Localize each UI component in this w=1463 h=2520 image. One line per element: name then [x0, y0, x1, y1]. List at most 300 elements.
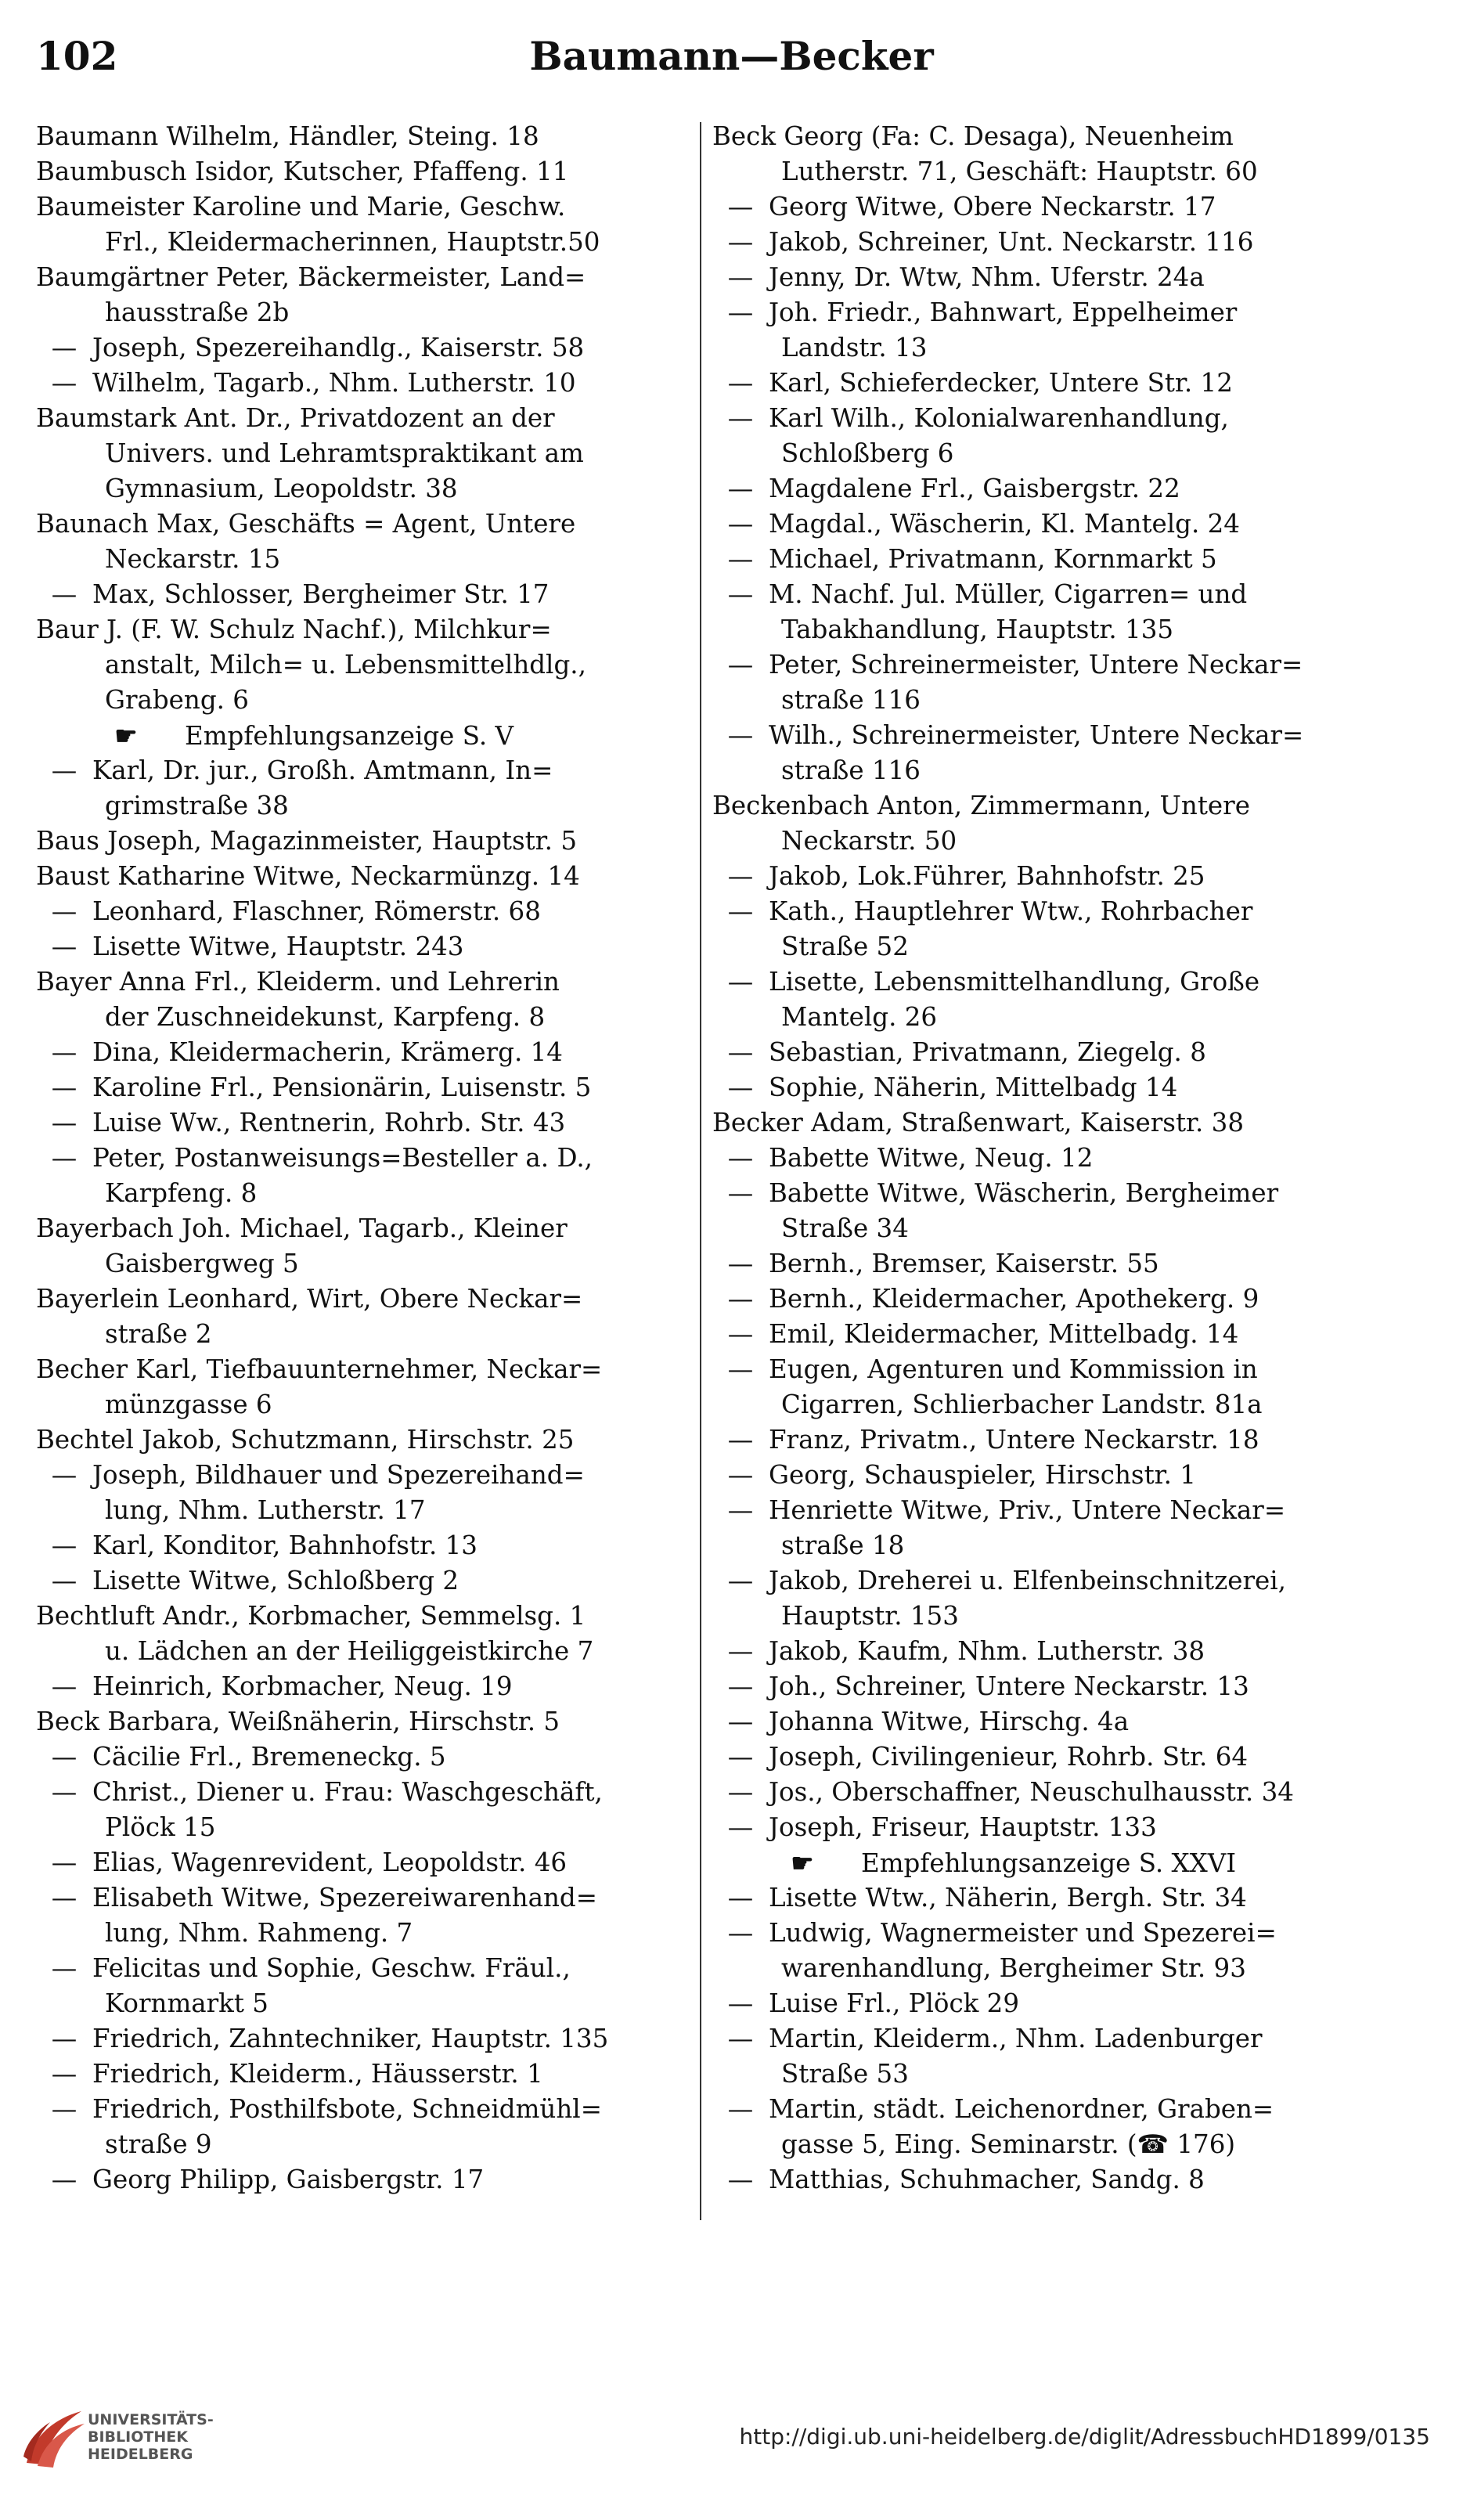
directory-entry-line — [712, 2021, 1366, 2057]
ditto-dash: — — [727, 509, 754, 539]
entry-text: Franz, Privatm., Untere Neckarstr. 18 — [769, 1425, 1259, 1455]
ditto-dash: — — [51, 1566, 77, 1595]
entry-text: Bayerbach Joh. Michael, Tagarb., Kleiner — [36, 1213, 568, 1243]
directory-entry-line — [712, 1176, 1366, 1211]
entry-text: Cäcilie Frl., Bremeneckg. 5 — [92, 1742, 446, 1772]
entry-text: Leonhard, Flaschner, Römerstr. 68 — [92, 896, 541, 926]
entry-text: Dina, Kleidermacherin, Krämerg. 14 — [92, 1037, 563, 1067]
right-column — [712, 119, 1366, 2197]
entry-text: Wilhelm, Tagarb., Nhm. Lutherstr. 10 — [92, 368, 576, 398]
ditto-dash: — — [727, 2165, 754, 2194]
entry-text: Lutherstr. 71, Geschäft: Hauptstr. 60 — [781, 157, 1258, 186]
entry-text: Jakob, Kaufm, Nhm. Lutherstr. 38 — [769, 1636, 1205, 1666]
directory-entry-line — [36, 859, 690, 894]
ditto-dash: — — [727, 1143, 754, 1173]
directory-entry-line — [36, 1704, 690, 1739]
directory-entry-line — [36, 1105, 690, 1141]
entry-text: Georg Witwe, Obere Neckarstr. 17 — [769, 192, 1216, 222]
directory-entry-line — [712, 1599, 1366, 1634]
entry-text: Karoline Frl., Pensionärin, Luisenstr. 5 — [92, 1073, 592, 1102]
entry-text: Cigarren, Schlierbacher Landstr. 81a — [781, 1390, 1263, 1419]
entry-text: Michael, Privatmann, Kornmarkt 5 — [769, 544, 1217, 574]
ditto-dash: — — [51, 2165, 77, 2194]
library-name — [88, 2411, 214, 2463]
directory-entry-line — [36, 225, 690, 260]
directory-entry-line — [712, 295, 1366, 330]
ditto-dash: — — [51, 2024, 77, 2053]
advertisement-reference — [36, 718, 690, 753]
directory-entry-line — [712, 1880, 1366, 1916]
entry-text: Magdalene Frl., Gaisbergstr. 22 — [769, 474, 1180, 503]
entry-text: Baumbusch Isidor, Kutscher, Pfaffeng. 11 — [36, 157, 569, 186]
entry-text: Mantelg. 26 — [781, 1002, 938, 1032]
ditto-dash: — — [727, 297, 754, 327]
ditto-dash: — — [51, 579, 77, 609]
directory-entry-line — [712, 929, 1366, 964]
directory-entry-line — [712, 1317, 1366, 1352]
entry-text: Straße 52 — [781, 932, 909, 961]
directory-entry-line — [712, 1422, 1366, 1458]
ditto-dash: — — [727, 1460, 754, 1490]
entry-text: Baumann Wilhelm, Händler, Steing. 18 — [36, 121, 539, 151]
entry-text: Kornmarkt 5 — [105, 1988, 268, 2018]
entry-text: straße 9 — [105, 2129, 212, 2159]
directory-entry-line — [712, 1035, 1366, 1070]
ditto-dash: — — [727, 1988, 754, 2018]
entry-text: Univers. und Lehramtspraktikant am — [105, 438, 584, 468]
directory-entry-line — [712, 612, 1366, 647]
entry-text: Jenny, Dr. Wtw, Nhm. Uferstr. 24a — [769, 262, 1205, 292]
entry-text: Martin, Kleiderm., Nhm. Ladenburger — [769, 2024, 1263, 2053]
ditto-dash: — — [51, 1460, 77, 1490]
entry-text: lung, Nhm. Lutherstr. 17 — [105, 1495, 426, 1525]
entry-text: straße 18 — [781, 1530, 905, 1560]
directory-entry-line — [36, 1211, 690, 1246]
directory-entry-line — [712, 1493, 1366, 1528]
entry-text: Karl, Schieferdecker, Untere Str. 12 — [769, 368, 1233, 398]
entry-text: Christ., Diener u. Frau: Waschgeschäft, — [92, 1777, 603, 1807]
directory-entry-line — [36, 1387, 690, 1422]
directory-entry-line — [712, 2092, 1366, 2127]
directory-entry-line — [36, 542, 690, 577]
directory-entry-line — [36, 507, 690, 542]
directory-entry-line — [712, 1387, 1366, 1422]
entry-text: Luise Frl., Plöck 29 — [769, 1988, 1020, 2018]
directory-entry-line — [36, 788, 690, 824]
entry-text: Joseph, Bildhauer und Spezereihand= — [92, 1460, 585, 1490]
directory-entry-line — [36, 1845, 690, 1880]
entry-text: Karpfeng. 8 — [105, 1178, 258, 1208]
entry-text: Karl, Dr. jur., Großh. Amtmann, In= — [92, 755, 553, 785]
directory-entry-line — [36, 1141, 690, 1176]
entry-text: Henriette Witwe, Priv., Untere Neckar= — [769, 1495, 1286, 1525]
entry-text: Becher Karl, Tiefbauunternehmer, Neckar= — [36, 1354, 603, 1384]
directory-entry-line — [712, 1458, 1366, 1493]
ditto-dash: — — [727, 1883, 754, 1913]
entry-text: Ludwig, Wagnermeister und Spezerei= — [769, 1918, 1277, 1948]
directory-entry-line — [36, 1493, 690, 1528]
ditto-dash: — — [51, 2059, 77, 2089]
directory-entry-line — [36, 824, 690, 859]
advertisement-reference — [712, 1845, 1366, 1880]
entry-text: Gaisbergweg 5 — [105, 1249, 299, 1278]
directory-entry-line — [36, 1246, 690, 1282]
directory-entry-line — [712, 1000, 1366, 1035]
entry-text: Joseph, Friseur, Hauptstr. 133 — [769, 1812, 1157, 1842]
ditto-dash: — — [727, 1566, 754, 1595]
ditto-dash: — — [727, 2094, 754, 2124]
directory-entry-line — [36, 1916, 690, 1951]
directory-entry-line — [712, 154, 1366, 189]
directory-entry-line — [712, 1282, 1366, 1317]
directory-entry-line — [36, 1000, 690, 1035]
entry-text: Baumstark Ant. Dr., Privatdozent an der — [36, 403, 555, 433]
entry-text: Bayerlein Leonhard, Wirt, Obere Neckar= — [36, 1284, 583, 1314]
entry-text: Emil, Kleidermacher, Mittelbadg. 14 — [769, 1319, 1239, 1349]
directory-entry-line — [712, 330, 1366, 366]
entry-text: straße 2 — [105, 1319, 212, 1349]
ditto-dash: — — [727, 1073, 754, 1102]
directory-entry-line — [36, 964, 690, 1000]
entry-text: Felicitas und Sophie, Geschw. Fräul., — [92, 1953, 571, 1983]
directory-entry-line — [712, 964, 1366, 1000]
directory-entry-line — [712, 718, 1366, 753]
directory-entry-line — [36, 1352, 690, 1387]
directory-entry-line — [712, 859, 1366, 894]
directory-entry-line — [712, 1070, 1366, 1105]
directory-entry-line — [36, 1986, 690, 2021]
entry-text: M. Nachf. Jul. Müller, Cigarren= und — [769, 579, 1248, 609]
entry-text: Elisabeth Witwe, Spezereiwarenhand= — [92, 1883, 597, 1913]
entry-text: Bechtel Jakob, Schutzmann, Hirschstr. 25 — [36, 1425, 575, 1455]
directory-entry-line — [36, 1035, 690, 1070]
entry-text: Joh. Friedr., Bahnwart, Eppelheimer — [769, 297, 1238, 327]
left-column — [36, 119, 690, 2197]
entry-text: Peter, Postanweisungs=Besteller a. D., — [92, 1143, 593, 1173]
entry-text: münzgasse 6 — [105, 1390, 272, 1419]
library-name-line: UNIVERSITÄTS- — [88, 2411, 214, 2428]
directory-entry-line — [712, 753, 1366, 788]
entry-text: Max, Schlosser, Bergheimer Str. 17 — [92, 579, 550, 609]
directory-entry-line — [712, 260, 1366, 295]
entry-text: Neckarstr. 15 — [105, 544, 281, 574]
entry-text: Wilh., Schreinermeister, Untere Neckar= — [769, 720, 1304, 750]
directory-entry-line — [36, 2092, 690, 2127]
directory-entry-line — [712, 1528, 1366, 1563]
ditto-dash: — — [51, 932, 77, 961]
directory-entry-line — [712, 1810, 1366, 1845]
ditto-dash: — — [727, 1319, 754, 1349]
directory-entry-line — [36, 1528, 690, 1563]
entry-text: Peter, Schreinermeister, Untere Neckar= — [769, 650, 1303, 680]
entry-text: gasse 5, Eing. Seminarstr. (☎ 176) — [781, 2129, 1236, 2159]
entry-text: Lisette Witwe, Hauptstr. 243 — [92, 932, 464, 961]
entry-text: Schloßberg 6 — [781, 438, 954, 468]
page-title: Baumann—Becker — [529, 33, 934, 79]
directory-entry-line — [36, 295, 690, 330]
ditto-dash: — — [727, 1495, 754, 1525]
ditto-dash: — — [51, 1671, 77, 1701]
directory-entry-line — [712, 1246, 1366, 1282]
directory-entry-line — [36, 683, 690, 718]
directory-entry-line — [36, 647, 690, 683]
directory-entry-line — [36, 119, 690, 154]
directory-entry-line — [36, 1599, 690, 1634]
entry-text: anstalt, Milch= u. Lebensmittelhdlg., — [105, 650, 586, 680]
ditto-dash: — — [727, 720, 754, 750]
directory-entry-line — [712, 507, 1366, 542]
directory-entry-line — [36, 1563, 690, 1599]
entry-text: Jos., Oberschaffner, Neuschulhausstr. 34 — [769, 1777, 1294, 1807]
entry-text: Lisette Witwe, Schloßberg 2 — [92, 1566, 459, 1595]
entry-text: Baus Joseph, Magazinmeister, Hauptstr. 5 — [36, 826, 577, 856]
ditto-dash: — — [727, 1812, 754, 1842]
ditto-dash: — — [727, 1777, 754, 1807]
entry-text: Straße 53 — [781, 2059, 909, 2089]
ditto-dash: — — [727, 1707, 754, 1736]
entry-text: Eugen, Agenturen und Kommission in — [769, 1354, 1258, 1384]
entry-text: Plöck 15 — [105, 1812, 216, 1842]
pointing-hand-icon: ☛ — [114, 720, 138, 751]
entry-text: Karl Wilh., Kolonialwarenhandlung, — [769, 403, 1229, 433]
entry-text: Karl, Konditor, Bahnhofstr. 13 — [92, 1530, 477, 1560]
entry-text: Baunach Max, Geschäfts = Agent, Untere — [36, 509, 576, 539]
entry-text: Georg, Schauspieler, Hirschstr. 1 — [769, 1460, 1196, 1490]
directory-entry-line — [712, 1352, 1366, 1387]
source-url[interactable]: http://digi.ub.uni-heidelberg.de/diglit/AdressbuchHD1899/0135 — [739, 2424, 1430, 2450]
ditto-dash: — — [51, 2094, 77, 2124]
ditto-dash: — — [727, 403, 754, 433]
directory-entry-line — [712, 1916, 1366, 1951]
ditto-dash: — — [727, 1249, 754, 1278]
directory-entry-line — [712, 2057, 1366, 2092]
directory-entry-line — [36, 1422, 690, 1458]
entry-text: Baust Katharine Witwe, Neckarmünzg. 14 — [36, 861, 580, 891]
directory-entry-line — [712, 1951, 1366, 1986]
entry-text: Empfehlungsanzeige S. XXVI — [861, 1848, 1237, 1878]
entry-text: straße 116 — [781, 685, 921, 715]
directory-entry-line — [36, 929, 690, 964]
entry-text: Becker Adam, Straßenwart, Kaiserstr. 38 — [712, 1108, 1245, 1137]
entry-text: Friedrich, Kleiderm., Häusserstr. 1 — [92, 2059, 543, 2089]
ditto-dash: — — [727, 1037, 754, 1067]
ditto-dash: — — [727, 1178, 754, 1208]
entry-text: grimstraße 38 — [105, 791, 289, 820]
entry-text: Georg Philipp, Gaisbergstr. 17 — [92, 2165, 485, 2194]
directory-entry-line — [712, 471, 1366, 507]
entry-text: Martin, städt. Leichenordner, Graben= — [769, 2094, 1274, 2124]
directory-entry-line — [712, 542, 1366, 577]
directory-entry-line — [36, 1282, 690, 1317]
directory-entry-line — [36, 1070, 690, 1105]
directory-entry-line — [36, 330, 690, 366]
pointing-hand-icon: ☛ — [791, 1848, 814, 1878]
directory-entry-line — [36, 260, 690, 295]
ditto-dash: — — [51, 1143, 77, 1173]
directory-entry-line — [712, 189, 1366, 225]
entry-text: Gymnasium, Leopoldstr. 38 — [105, 474, 458, 503]
entry-text: Baumgärtner Peter, Bäckermeister, Land= — [36, 262, 586, 292]
directory-entry-line — [36, 2127, 690, 2162]
entry-text: Jakob, Dreherei u. Elfenbeinschnitzerei, — [769, 1566, 1286, 1595]
directory-entry-line — [36, 1458, 690, 1493]
directory-entry-line — [712, 1634, 1366, 1669]
entry-text: Jakob, Schreiner, Unt. Neckarstr. 116 — [769, 227, 1254, 257]
entry-text: Joseph, Spezereihandlg., Kaiserstr. 58 — [92, 333, 585, 362]
entry-text: Matthias, Schuhmacher, Sandg. 8 — [769, 2165, 1205, 2194]
directory-entry-line — [36, 1669, 690, 1704]
ditto-dash: — — [727, 227, 754, 257]
directory-entry-line — [36, 436, 690, 471]
entry-text: straße 116 — [781, 755, 921, 785]
directory-entry-line — [36, 753, 690, 788]
ditto-dash: — — [727, 967, 754, 997]
directory-entry-line — [36, 1880, 690, 1916]
directory-entry-line — [712, 1105, 1366, 1141]
ditto-dash: — — [727, 474, 754, 503]
entry-text: Baur J. (F. W. Schulz Nachf.), Milchkur= — [36, 615, 552, 644]
entry-text: Bernh., Bremser, Kaiserstr. 55 — [769, 1249, 1159, 1278]
directory-entry-line — [712, 119, 1366, 154]
directory-entry-line — [712, 1775, 1366, 1810]
ditto-dash: — — [727, 368, 754, 398]
ditto-dash: — — [51, 1953, 77, 1983]
entry-text: Tabakhandlung, Hauptstr. 135 — [781, 615, 1174, 644]
directory-entry-line — [712, 577, 1366, 612]
entry-text: Luise Ww., Rentnerin, Rohrb. Str. 43 — [92, 1108, 566, 1137]
entry-text: Babette Witwe, Neug. 12 — [769, 1143, 1094, 1173]
directory-entry-line — [36, 1775, 690, 1810]
entry-text: Joh., Schreiner, Untere Neckarstr. 13 — [769, 1671, 1249, 1701]
entry-text: Landstr. 13 — [781, 333, 928, 362]
entry-text: Frl., Kleidermacherinnen, Hauptstr.50 — [105, 227, 600, 257]
directory-entry-line — [36, 401, 690, 436]
ditto-dash: — — [51, 333, 77, 362]
ditto-dash: — — [51, 896, 77, 926]
entry-text: Magdal., Wäscherin, Kl. Mantelg. 24 — [769, 509, 1240, 539]
ditto-dash: — — [727, 1284, 754, 1314]
entry-text: Friedrich, Posthilfsbote, Schneidmühl= — [92, 2094, 602, 2124]
entry-text: Joseph, Civilingenieur, Rohrb. Str. 64 — [769, 1742, 1249, 1772]
ditto-dash: — — [51, 1530, 77, 1560]
entry-text: Bechtluft Andr., Korbmacher, Semmelsg. 1 — [36, 1601, 586, 1631]
entry-text: Baumeister Karoline und Marie, Geschw. — [36, 192, 566, 222]
entry-text: Lisette Wtw., Näherin, Bergh. Str. 34 — [769, 1883, 1247, 1913]
directory-entry-line — [712, 683, 1366, 718]
library-name-line: BIBLIOTHEK — [88, 2428, 188, 2446]
column-divider — [700, 122, 701, 2220]
entry-text: hausstraße 2b — [105, 297, 290, 327]
directory-entry-line — [36, 612, 690, 647]
entry-text: Empfehlungsanzeige S. V — [185, 721, 513, 751]
ditto-dash: — — [727, 1636, 754, 1666]
ditto-dash: — — [727, 192, 754, 222]
entry-text: Babette Witwe, Wäscherin, Bergheimer — [769, 1178, 1279, 1208]
directory-entry-line — [712, 1986, 1366, 2021]
ditto-dash: — — [727, 1918, 754, 1948]
entry-text: Sophie, Näherin, Mittelbadg 14 — [769, 1073, 1178, 1102]
entry-text: Jakob, Lok.Führer, Bahnhofstr. 25 — [769, 861, 1205, 891]
directory-entry-line — [36, 366, 690, 401]
directory-entry-line — [712, 1704, 1366, 1739]
entry-text: Beckenbach Anton, Zimmermann, Untere — [712, 791, 1250, 820]
entry-text: Lisette, Lebensmittelhandlung, Große — [769, 967, 1260, 997]
university-library-logo-icon — [19, 2402, 89, 2472]
ditto-dash: — — [51, 1037, 77, 1067]
entry-text: Bayer Anna Frl., Kleiderm. und Lehrerin — [36, 967, 560, 997]
directory-entry-line — [712, 894, 1366, 929]
directory-entry-line — [36, 154, 690, 189]
directory-entry-line — [36, 1739, 690, 1775]
directory-entry-line — [712, 2162, 1366, 2197]
entry-text: Friedrich, Zahntechniker, Hauptstr. 135 — [92, 2024, 609, 2053]
directory-entry-line — [712, 1669, 1366, 1704]
ditto-dash: — — [51, 368, 77, 398]
page-number: 102 — [36, 33, 118, 79]
ditto-dash: — — [727, 544, 754, 574]
ditto-dash: — — [51, 1742, 77, 1772]
entry-text: lung, Nhm. Rahmeng. 7 — [105, 1918, 413, 1948]
directory-entry-line — [36, 2162, 690, 2197]
entry-text: Beck Barbara, Weißnäherin, Hirschstr. 5 — [36, 1707, 560, 1736]
directory-columns — [36, 119, 1437, 2233]
library-name-line: HEIDELBERG — [88, 2446, 193, 2463]
directory-entry-line — [712, 401, 1366, 436]
ditto-dash: — — [727, 262, 754, 292]
entry-text: Beck Georg (Fa: C. Desaga), Neuenheim — [712, 121, 1234, 151]
ditto-dash: — — [727, 1671, 754, 1701]
ditto-dash: — — [727, 861, 754, 891]
entry-text: Neckarstr. 50 — [781, 826, 957, 856]
ditto-dash: — — [727, 650, 754, 680]
directory-entry-line — [36, 2057, 690, 2092]
ditto-dash: — — [727, 896, 754, 926]
ditto-dash: — — [51, 1848, 77, 1877]
directory-entry-line — [36, 1810, 690, 1845]
ditto-dash: — — [727, 2024, 754, 2053]
entry-text: Straße 34 — [781, 1213, 909, 1243]
directory-entry-line — [712, 436, 1366, 471]
entry-text: u. Lädchen an der Heiliggeistkirche 7 — [105, 1636, 594, 1666]
directory-entry-line — [36, 1634, 690, 1669]
directory-entry-line — [712, 824, 1366, 859]
ditto-dash: — — [51, 755, 77, 785]
entry-text: warenhandlung, Bergheimer Str. 93 — [781, 1953, 1246, 1983]
ditto-dash: — — [51, 1108, 77, 1137]
ditto-dash: — — [727, 579, 754, 609]
directory-entry-line — [36, 1317, 690, 1352]
ditto-dash: — — [727, 1354, 754, 1384]
ditto-dash: — — [51, 1777, 77, 1807]
ditto-dash: — — [727, 1742, 754, 1772]
directory-entry-line — [36, 189, 690, 225]
directory-entry-line — [36, 1176, 690, 1211]
ditto-dash: — — [51, 1073, 77, 1102]
ditto-dash: — — [51, 1883, 77, 1913]
directory-entry-line — [36, 471, 690, 507]
directory-entry-line — [712, 1211, 1366, 1246]
directory-entry-line — [36, 577, 690, 612]
directory-entry-line — [712, 1141, 1366, 1176]
ditto-dash: — — [727, 1425, 754, 1455]
directory-entry-line — [36, 1951, 690, 1986]
directory-entry-line — [36, 894, 690, 929]
entry-text: Hauptstr. 153 — [781, 1601, 959, 1631]
entry-text: Kath., Hauptlehrer Wtw., Rohrbacher — [769, 896, 1253, 926]
entry-text: der Zuschneidekunst, Karpfeng. 8 — [105, 1002, 546, 1032]
directory-entry-line — [712, 1563, 1366, 1599]
entry-text: Elias, Wagenrevident, Leopoldstr. 46 — [92, 1848, 568, 1877]
